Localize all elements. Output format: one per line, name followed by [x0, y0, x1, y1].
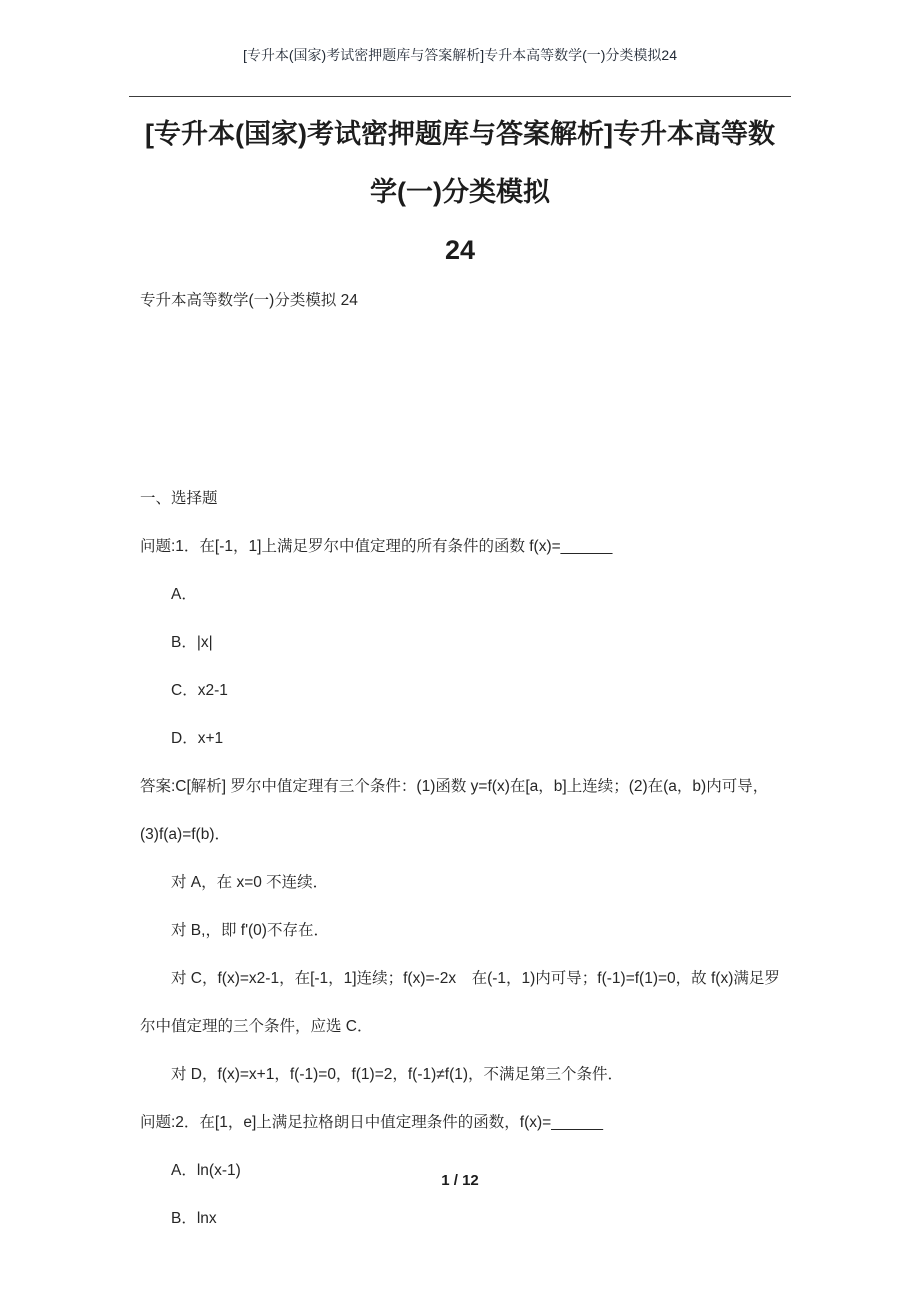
analysis-option-a: 对 A，在 x=0 不连续． — [171, 874, 329, 891]
document-body — [140, 475, 790, 1243]
title-line-2: 24 — [444, 235, 476, 265]
question-2-option-a: A．ln(x-1) — [171, 1162, 241, 1179]
document-header — [129, 0, 791, 97]
question-2: 问题:2．在[1，e]上满足拉格朗日中值定理条件的函数，f(x)=______ — [140, 1114, 603, 1131]
question-1-option-d: D．x+1 — [171, 730, 224, 747]
section-heading: 一、选择题 — [140, 490, 218, 507]
header-text: [专升本(国家)考试密押题库与答案解析]专升本高等数学(一)分类模拟24 — [243, 47, 677, 63]
question-2-option-b: B．lnx — [171, 1210, 217, 1227]
analysis-option-d: 对 D，f(x)=x+1，f(-1)=0，f(1)=2，f(-1)≠f(1)，不满足第三个条件． — [171, 1066, 624, 1083]
question-1-option-b: B．|x| — [171, 634, 213, 651]
title-line-1: [专升本(国家)考试密押题库与答案解析]专升本高等数学(一)分类模拟 — [145, 119, 775, 207]
question-1-option-c: C．x2-1 — [171, 682, 228, 699]
document-subtitle: 专升本高等数学(一)分类模拟 24 — [140, 292, 358, 309]
document-title — [134, 105, 786, 279]
page-number: 1 / 12 — [441, 1172, 479, 1189]
question-1-answer: 答案:C[解析] 罗尔中值定理有三个条件：(1)函数 y=f(x)在[a，b]上连续；(2)在(a，b)内可导，(3)f(a)=f(b)． — [140, 778, 769, 843]
question-1: 问题:1．在[-1，1]上满足罗尔中值定理的所有条件的函数 f(x)=______ — [140, 538, 613, 555]
analysis-option-c: 对 C，f(x)=x2-1，在[-1，1]连续；f(x)=-2x 在(-1，1)内可导；f(-1)=f(1)=0，故 f(x)满足罗尔中值定理的三个条件，应选 C． — [140, 970, 780, 1035]
question-1-option-a: A． — [171, 586, 197, 603]
analysis-option-b: 对 B,，即 f'(0)不存在． — [171, 922, 329, 939]
